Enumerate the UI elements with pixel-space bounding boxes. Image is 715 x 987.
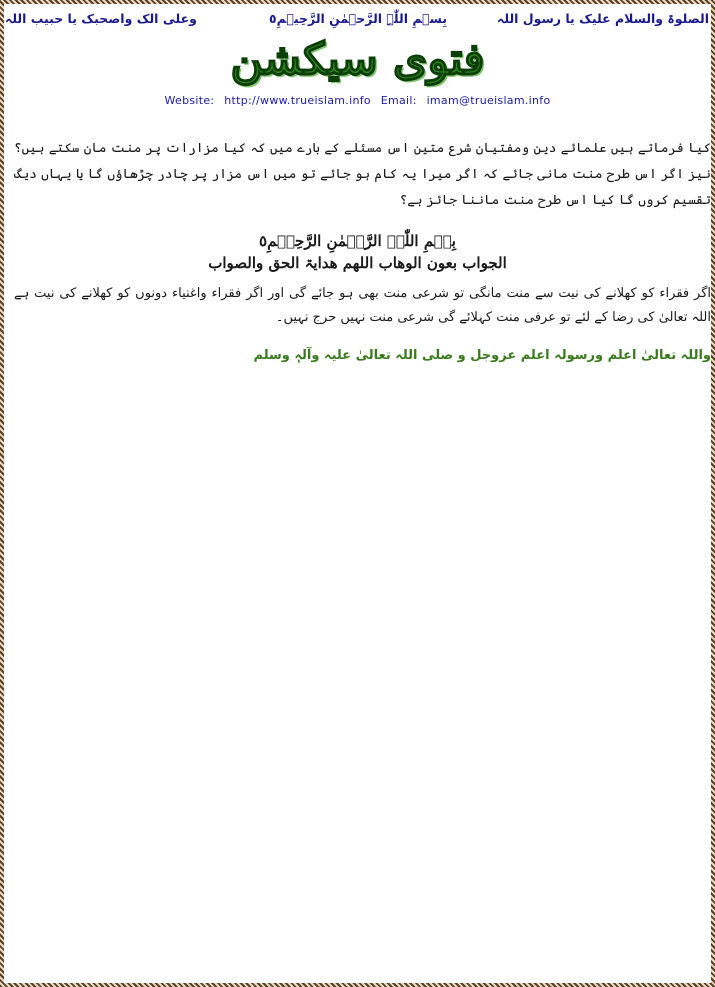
header-bismillah: بِسۡمِ اللّٰہِ الرَّحۡمٰنِ الرَّحِیۡمِ٥ — [269, 11, 448, 26]
answer-heading: الجواب بعون الوھاب اللھم ھدایۃ الحق والصواب — [208, 254, 507, 272]
answer-text: اگر فقراء کو کھلانے کی نیت سے منت مانگی تو شرعی منت بھی ہو جائے گی اور اگر فقراء واغنیاء دونوں کو کھلانے کی نیت ہے اللہ تعالیٰ کی رضا کے لئے تو عرفی منت کہلائے گی شرعی منت نہیں حرج نہیں۔ — [14, 286, 711, 325]
page-title: فتوی سیکشن — [230, 34, 485, 85]
header-line — [4, 7, 711, 29]
email-link[interactable]: imam@trueislam.info — [426, 94, 551, 107]
answer-bismillah: بِسۡمِ اللّٰہِ الرَّحۡمٰنِ الرَّحِیۡمِ٥ — [259, 232, 456, 250]
page — [4, 4, 711, 983]
question-text: کیا فرماتے ہیں علمائے دین ومفتیان شرع متین اس مسئلے کے بارے میں کہ کیا مزارات پر منت مان سکتے ہیں؟ نیز اگر اس طرح منت مانی جائے کہ اگر میرا یہ کام ہو جائے تو میں اس مزار پر چادر چڑھاؤں گا یا یہاں دیگ تقسیم کروں گا کیا اس طرح منت ماننا جائز ہے؟ — [14, 141, 711, 208]
website-link[interactable]: http://www.trueislam.info — [224, 94, 371, 107]
contact-line — [4, 94, 711, 107]
closing-text: واللہ تعالیٰ اعلم ورسولہ اعلم عزوجل و صلی اللہ تعالیٰ علیہ وآلہٖ وسلم — [253, 348, 711, 363]
header-salutation-left: وعلی الک واصحبک یا حبیب اللہ — [5, 11, 197, 26]
website-label: Website: — [164, 94, 215, 107]
header-salutation-right: الصلوۃ والسلام علیک یا رسول اللہ — [497, 11, 709, 26]
email-label: Email: — [380, 94, 417, 107]
